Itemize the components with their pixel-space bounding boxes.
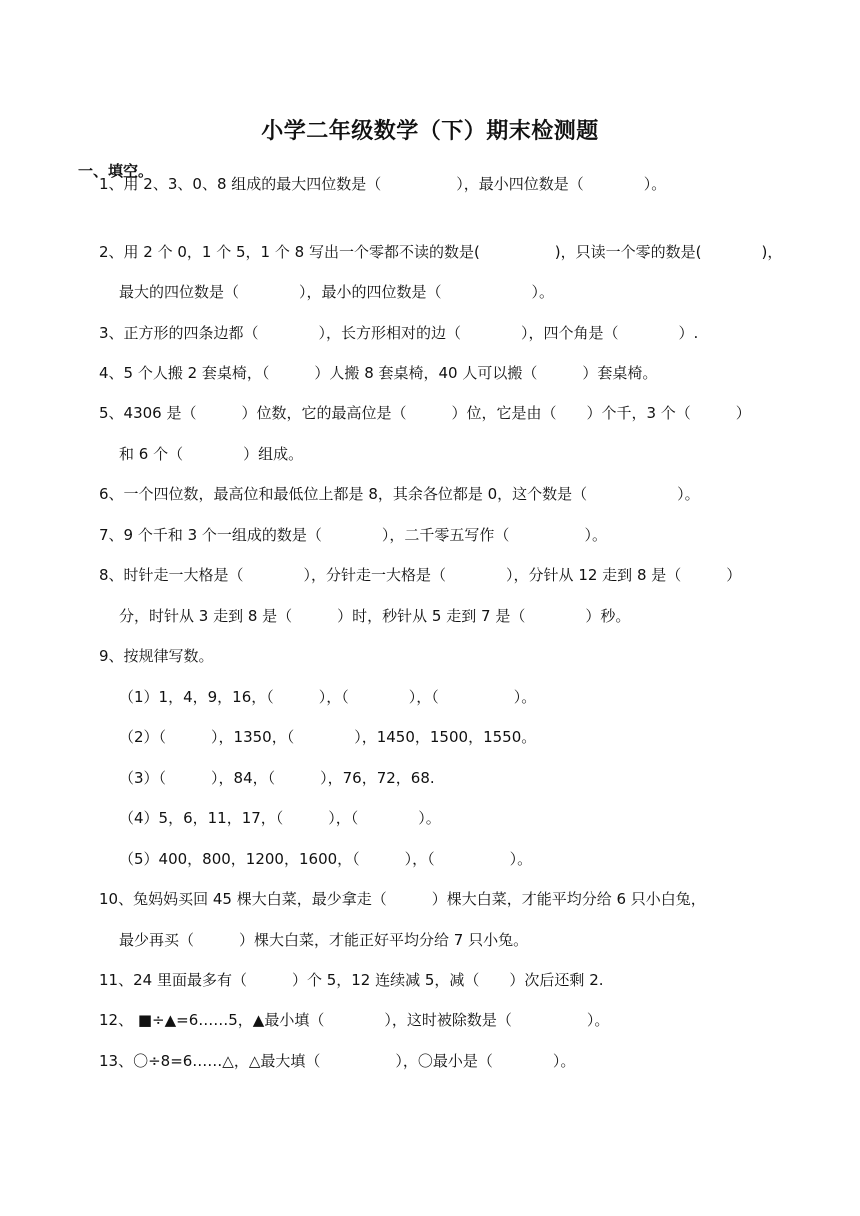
question-9-1: （1）1，4，9，16，（ ），（ ），（ ）。: [119, 688, 537, 706]
question-2-cont: 最大的四位数是（ ），最小的四位数是（ ）。: [119, 283, 555, 301]
question-4: 4、5 个人搬 2 套桌椅，（ ）人搬 8 套桌椅，40 人可以搬（ ）套桌椅。: [99, 364, 658, 382]
question-11: 11、24 里面最多有（ ）个 5，12 连续减 5，减（ ）次后还剩 2.: [99, 971, 604, 989]
question-5-cont: 和 6 个（ ）组成。: [119, 445, 304, 463]
question-10: 10、兔妈妈买回 45 棵大白菜，最少拿走（ ）棵大白菜，才能平均分给 6 只小白兔，: [99, 890, 706, 908]
question-9-5: （5）400，800，1200，1600，（ ），（ ）。: [119, 850, 533, 868]
page-title: 小学二年级数学（下）期末检测题: [261, 119, 599, 144]
question-10-cont: 最少再买（ ）棵大白菜，才能正好平均分给 7 只小兔。: [119, 931, 529, 949]
question-9-3: （3）（ ），84，（ ），76，72，68.: [119, 769, 435, 787]
question-5: 5、4306 是（ ）位数，它的最高位是（ ）位，它是由（ ）个千，3 个（ ）: [99, 404, 751, 422]
question-13: 13、〇÷8=6……△，△最大填（ ），〇最小是（ ）。: [99, 1052, 576, 1070]
question-9: 9、按规律写数。: [99, 647, 214, 665]
question-6: 6、一个四位数，最高位和最低位上都是 8，其余各位都是 0，这个数是（ ）。: [99, 485, 700, 503]
question-2: 2、用 2 个 0，1 个 5，1 个 8 写出一个零都不读的数是( )，只读一个零的数是( )，: [99, 243, 783, 261]
question-3: 3、正方形的四条边都（ ），长方形相对的边（ ），四个角是（ ）.: [99, 324, 699, 342]
question-7: 7、9 个千和 3 个一组成的数是（ ），二千零五写作（ ）。: [99, 526, 607, 544]
question-1: 1、用 2、3、0、8 组成的最大四位数是（ ），最小四位数是（ ）。: [99, 175, 667, 193]
question-8: 8、时针走一大格是（ ），分针走一大格是（ ），分针从 12 走到 8 是（ ）: [99, 566, 742, 584]
question-8-cont: 分，时针从 3 走到 8 是（ ）时，秒针从 5 走到 7 是（ ）秒。: [119, 607, 631, 625]
question-9-2: （2）（ ），1350，（ ），1450，1500，1550。: [119, 728, 537, 746]
section-heading: 一、填空。: [78, 162, 154, 180]
question-12: 12、 ■÷▲=6……5，▲最小填（ ），这时被除数是（ ）。: [99, 1011, 610, 1029]
question-9-4: （4）5，6，11，17，（ ），（ ）。: [119, 809, 441, 827]
